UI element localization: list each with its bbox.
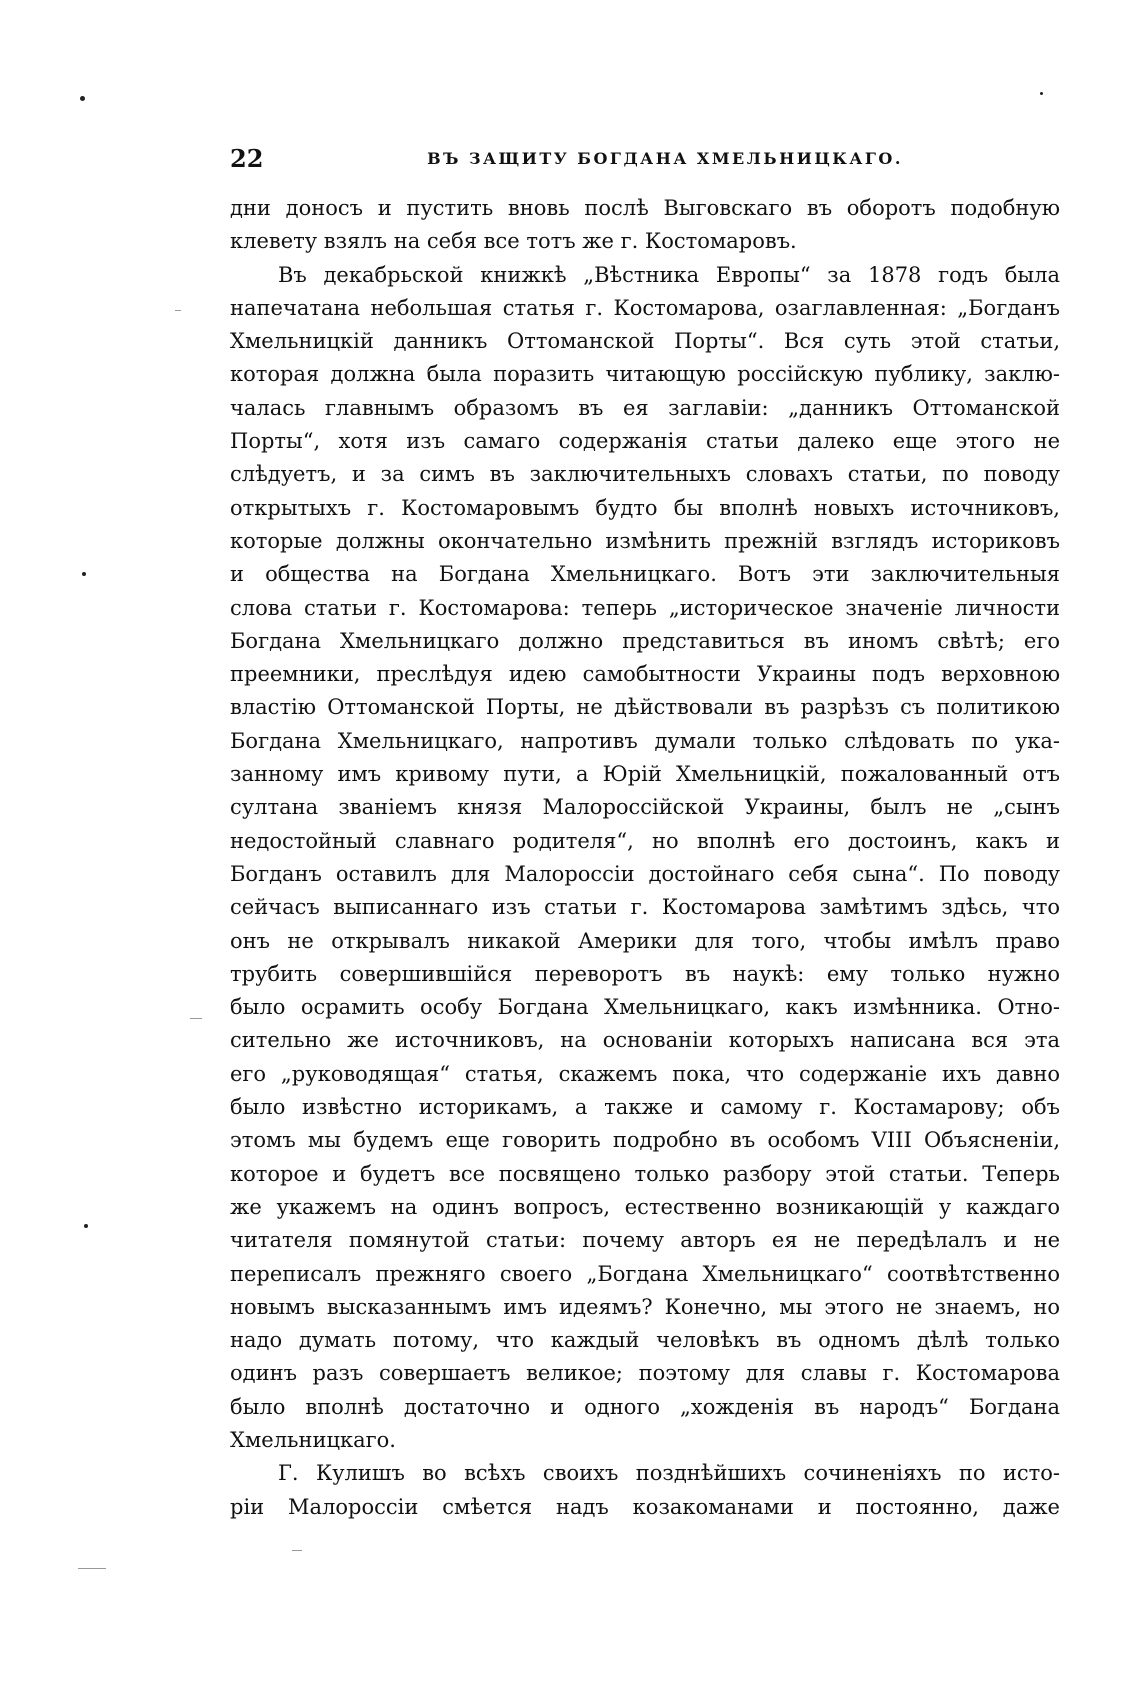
- body-text: [230, 192, 1060, 1524]
- text-line: чалась главнымъ образомъ въ ея заглавіи: „данникъ Оттоманской: [230, 395, 1060, 420]
- text-line: Богданъ оставилъ для Малороссіи достойнаго себя сына“. По поводу: [230, 861, 1060, 886]
- page-header: [230, 142, 1060, 176]
- text-line: Въ декабрьской книжкѣ „Вѣстника Европы“ за 1878 годъ была: [278, 262, 1060, 287]
- page-number: 22: [230, 144, 264, 173]
- scan-speck: [1040, 92, 1043, 95]
- text-line: ріи Малороссіи смѣется надъ козакоманами и постоянно, даже: [230, 1494, 1060, 1519]
- text-line: открытыхъ г. Костомаровымъ будто бы вполнѣ новыхъ источниковъ,: [230, 495, 1060, 520]
- text-line: было осрамить особу Богдана Хмельницкаго, какъ измѣнника. Отно-: [230, 995, 1060, 1020]
- text-line: Богдана Хмельницкаго должно представиться въ иномъ свѣтѣ; его: [230, 628, 1060, 653]
- text-line: сейчасъ выписаннаго изъ статьи г. Костомарова замѣтимъ здѣсь, что: [230, 895, 1060, 920]
- text-line: которые должны окончательно измѣнить прежній взглядъ историковъ: [230, 528, 1060, 553]
- text-line: этомъ мы будемъ еще говорить подробно въ особомъ VIII Объясненіи,: [230, 1128, 1060, 1153]
- text-line: его „руководящая“ статья, скажемъ пока, что содержаніе ихъ давно: [230, 1061, 1060, 1086]
- text-line: трубить совершившійся переворотъ въ наукѣ: ему только нужно: [230, 961, 1060, 986]
- text-line: было извѣстно историкамъ, а также и самому г. Костамарову; объ: [230, 1095, 1060, 1120]
- text-line: и общества на Богдана Хмельницкаго. Вотъ эти заключительныя: [230, 562, 1060, 587]
- scan-speck: [80, 96, 85, 101]
- scan-mark: [292, 1550, 302, 1551]
- text-line: Порты“, хотя изъ самаго содержанія статьи далеко еще этого не: [230, 429, 1060, 454]
- text-line: преемники, преслѣдуя идею самобытности Украины подъ верховною: [230, 662, 1060, 687]
- text-line: Хмельницкій данникъ Оттоманской Порты“. Вся суть этой статьи,: [230, 329, 1060, 354]
- running-title: ВЪ ЗАЩИТУ БОГДАНА ХМЕЛЬНИЦКАГО.: [427, 149, 903, 168]
- text-line: Хмельницкаго.: [230, 1427, 396, 1452]
- text-line: читателя помянутой статьи: почему авторъ ея не передѣлалъ и не: [230, 1228, 1060, 1253]
- text-line: надо думать потому, что каждый человѣкъ въ одномъ дѣлѣ только: [230, 1328, 1060, 1353]
- text-line: напечатана небольшая статья г. Костомарова, озаглавленная: „Богданъ: [230, 295, 1060, 320]
- scan-speck: [84, 1224, 88, 1228]
- scan-speck: [82, 572, 86, 576]
- text-line: было вполнѣ достаточно и одного „хожденія въ народъ“ Богдана: [230, 1394, 1060, 1419]
- text-line: новымъ высказаннымъ имъ идеямъ? Конечно, мы этого не знаемъ, но: [230, 1294, 1060, 1319]
- text-line: недостойный славнаго родителя“, но вполнѣ его достоинъ, какъ и: [230, 828, 1060, 853]
- text-line: Богдана Хмельницкаго, напротивъ думали только слѣдовать по ука-: [230, 728, 1060, 753]
- text-line: Г. Кулишъ во всѣхъ своихъ позднѣйшихъ сочиненіяхъ по исто-: [278, 1461, 1060, 1486]
- text-line: занному имъ кривому пути, а Юрій Хмельницкій, пожалованный отъ: [230, 762, 1060, 787]
- text-line: дни доносъ и пустить вновь послѣ Выговскаго въ оборотъ подобную: [230, 196, 1060, 220]
- text-line: же укажемъ на одинъ вопросъ, естественно возникающій у каждаго: [230, 1194, 1060, 1219]
- text-line: онъ не открывалъ никакой Америки для того, чтобы имѣлъ право: [230, 928, 1060, 953]
- scan-mark: [175, 310, 181, 311]
- text-line: одинъ разъ совершаетъ великое; поэтому для славы г. Костомарова: [230, 1361, 1060, 1386]
- scan-mark: [78, 1568, 106, 1569]
- text-line: сительно же источниковъ, на основаніи которыхъ написана вся эта: [230, 1028, 1060, 1053]
- text-line: которое и будетъ все посвящено только разбору этой статьи. Теперь: [230, 1161, 1060, 1186]
- scan-mark: [190, 1018, 202, 1019]
- text-line: клевету взялъ на себя все тотъ же г. Костомаровъ.: [230, 229, 797, 254]
- text-line: султана званіемъ князя Малороссійской Украины, былъ не „сынъ: [230, 795, 1060, 820]
- text-line: переписалъ прежняго своего „Богдана Хмельницкаго“ соотвѣтственно: [230, 1261, 1060, 1286]
- text-line: слова статьи г. Костомарова: теперь „историческое значеніе личности: [230, 595, 1060, 620]
- text-line: которая должна была поразить читающую россійскую публику, заклю-: [230, 362, 1060, 387]
- text-line: слѣдуетъ, и за симъ въ заключительныхъ словахъ статьи, по поводу: [230, 462, 1060, 487]
- text-line: властію Оттоманской Порты, не дѣйствовали въ разрѣзъ съ политикою: [230, 695, 1060, 720]
